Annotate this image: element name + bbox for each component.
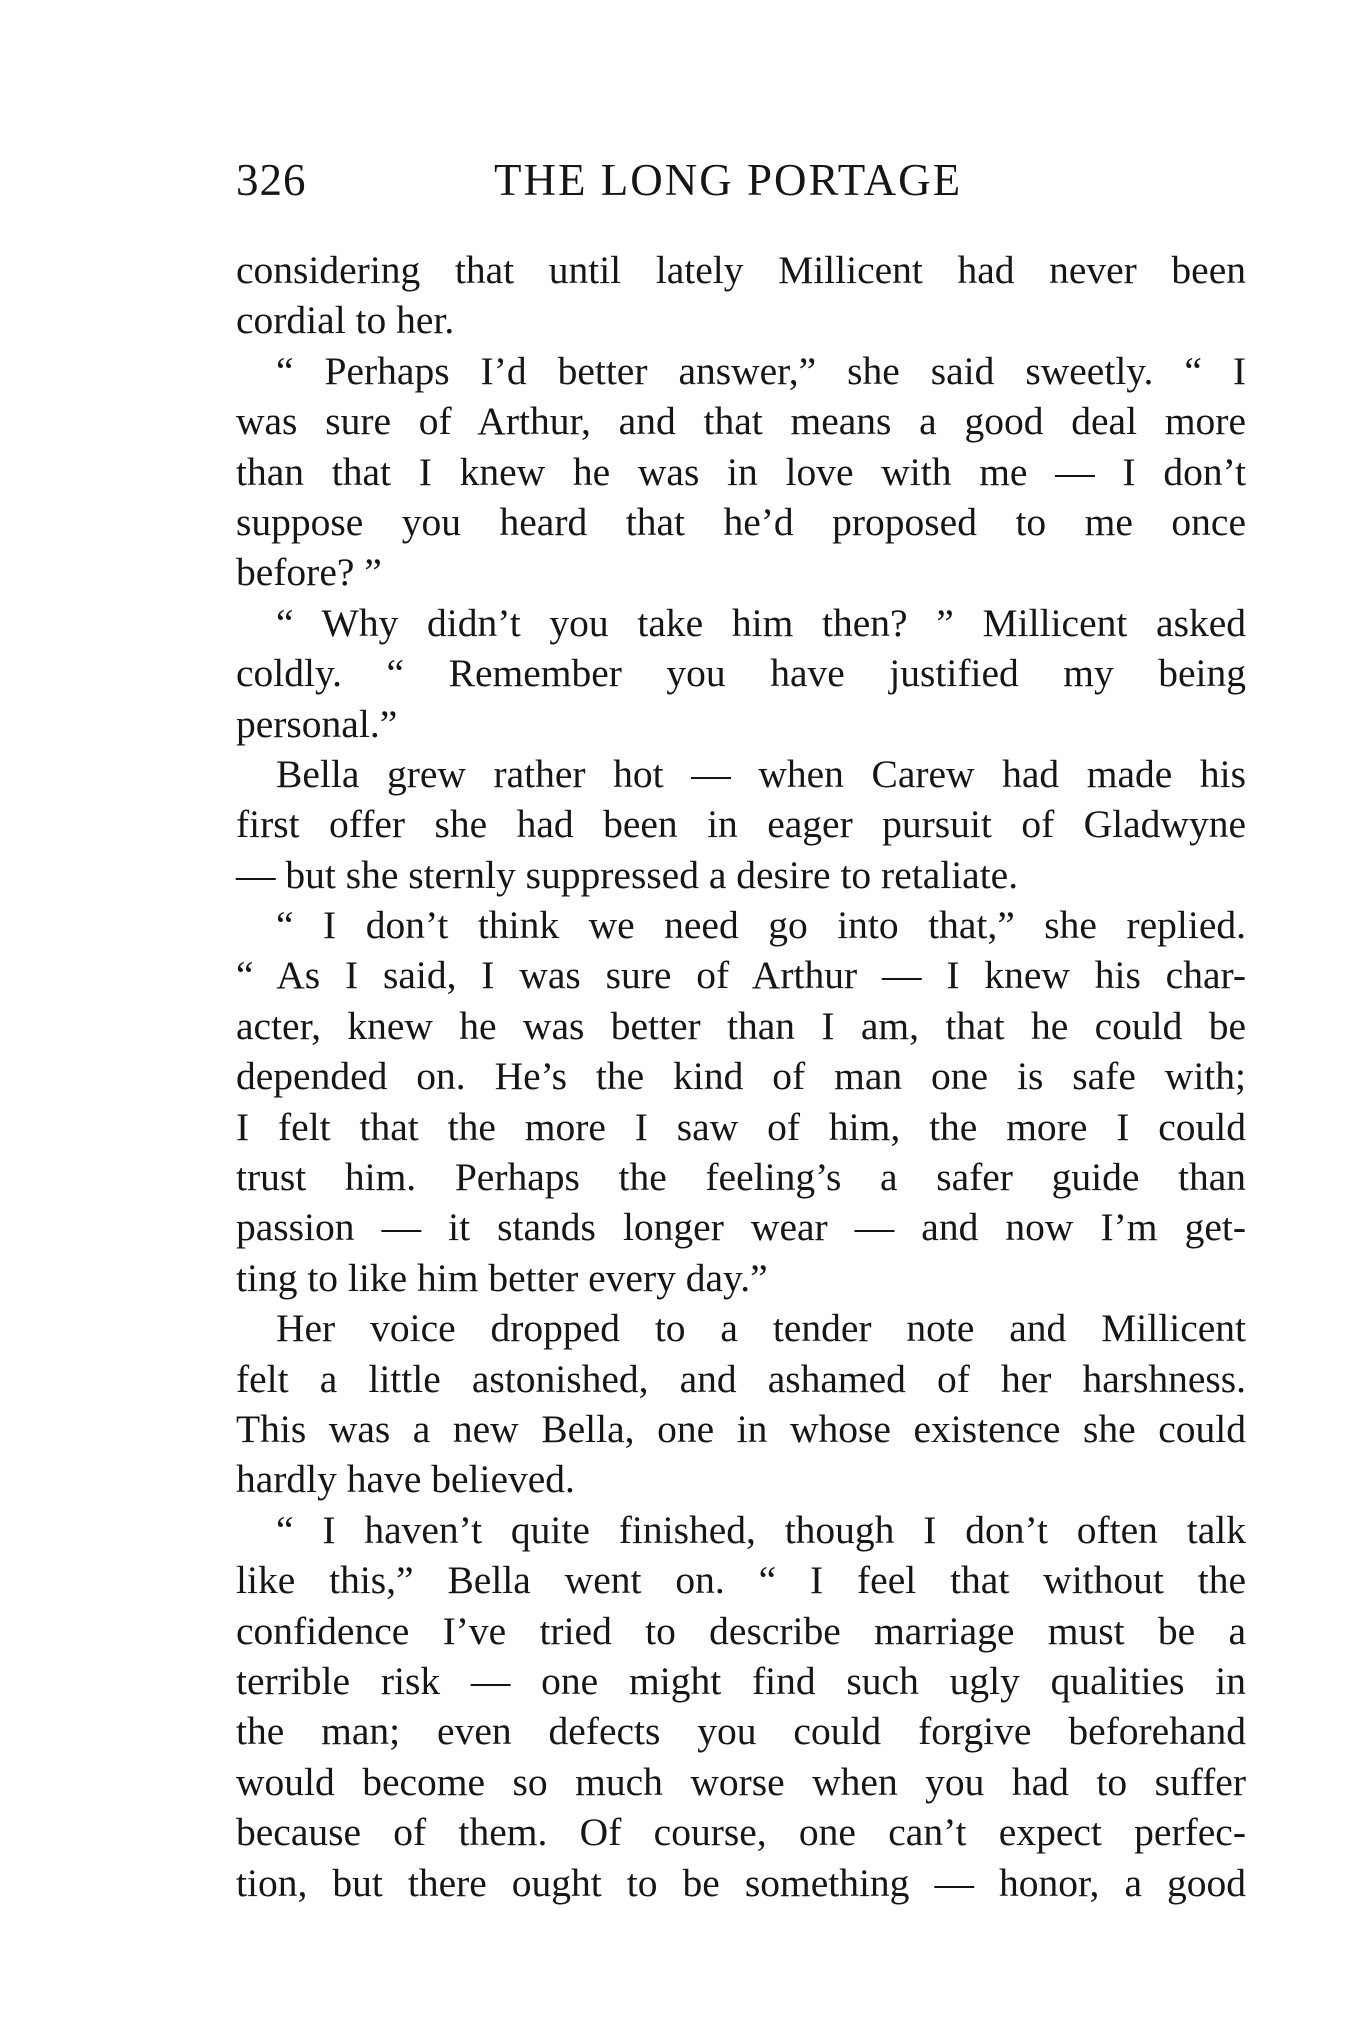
text-line: Bella grew rather hot — when Carew had made his xyxy=(276,751,1246,796)
running-head xyxy=(236,150,1246,210)
text-line: before? ” xyxy=(236,550,382,595)
text-line: would become so much worse when you had to suffer xyxy=(236,1759,1246,1804)
text-line: acter, knew he was better than I am, that he could be xyxy=(236,1003,1246,1048)
text-line: personal.” xyxy=(236,701,398,746)
text-line: the man; even defects you could forgive beforehand xyxy=(236,1709,1246,1754)
text-line: This was a new Bella, one in whose existence she could xyxy=(236,1406,1246,1451)
text-line: cordial to her. xyxy=(236,298,455,343)
text-line: “ As I said, I was sure of Arthur — I knew his char- xyxy=(236,953,1246,998)
text-line: I felt that the more I saw of him, the more I could xyxy=(236,1104,1246,1149)
text-line: confidence I’ve tried to describe marriage must be a xyxy=(236,1608,1246,1653)
text-line: first offer she had been in eager pursuit of Gladwyne xyxy=(236,802,1246,847)
text-line: “ I don’t think we need go into that,” she replied. xyxy=(276,903,1246,948)
text-line: trust him. Perhaps the feeling’s a safer guide than xyxy=(236,1155,1246,1200)
text-line: felt a little astonished, and ashamed of her harshness. xyxy=(236,1356,1246,1401)
text-line: like this,” Bella went on. “ I feel that without the xyxy=(236,1558,1246,1603)
text-line: suppose you heard that he’d proposed to me once xyxy=(236,499,1246,544)
text-line: Her voice dropped to a tender note and Millicent xyxy=(276,1306,1246,1351)
text-line: terrible risk — one might find such ugly qualities in xyxy=(236,1658,1246,1703)
text-line: tion, but there ought to be something — honor, a good xyxy=(236,1860,1246,1905)
text-line: — but she sternly suppressed a desire to retaliate. xyxy=(236,852,1019,897)
running-title: THE LONG PORTAGE xyxy=(494,155,963,205)
text-line: passion — it stands longer wear — and now I’m get- xyxy=(236,1205,1246,1250)
text-line: coldly. “ Remember you have justified my being xyxy=(236,651,1246,696)
text-line: considering that until lately Millicent had never been xyxy=(236,248,1246,292)
text-line: hardly have believed. xyxy=(236,1457,575,1502)
text-line: was sure of Arthur, and that means a good deal more xyxy=(236,399,1246,444)
text-line: because of them. Of course, one can’t expect perfec- xyxy=(236,1810,1246,1855)
text-line: depended on. He’s the kind of man one is safe with; xyxy=(236,1054,1246,1099)
body-text xyxy=(236,245,1246,1908)
text-line: “ Why didn’t you take him then? ” Millicent asked xyxy=(276,600,1246,645)
text-line: “ I haven’t quite finished, though I don’t often talk xyxy=(276,1507,1246,1552)
page-number: 326 xyxy=(236,155,307,205)
text-line: “ Perhaps I’d better answer,” she said sweetly. “ I xyxy=(276,348,1246,393)
text-line: ting to like him better every day.” xyxy=(236,1255,768,1300)
text-line: than that I knew he was in love with me — I don’t xyxy=(236,449,1246,494)
